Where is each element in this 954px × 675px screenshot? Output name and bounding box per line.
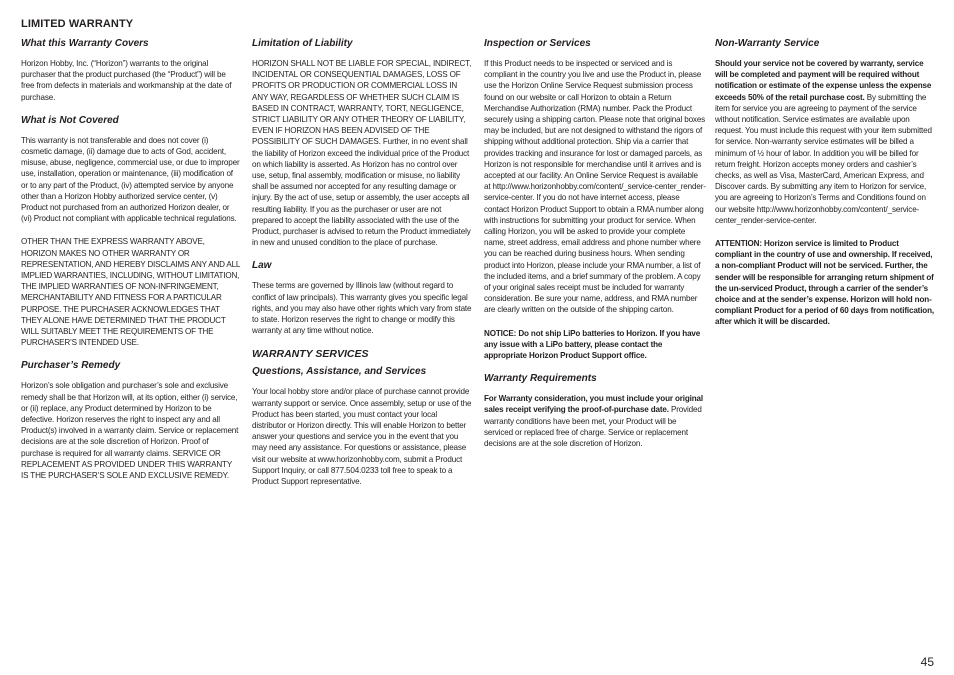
section-heading-warranty-services: WARRANTY SERVICES — [252, 348, 369, 361]
attention-notice: ATTENTION: Horizon service is limited to Product compliant in the country of use and ownership. If received, a non-compliant Product will not be serviced. Further, the sender will be responsible for arranging return shipment of the un-serviced Product, through a carrier of the sender’s choice and at the sender’s expense. Horizon will hold non-compliant Product for a period of 60 days from notification, after which it will be discarded. — [715, 239, 934, 327]
section-text-questions-assistance: Your local hobby store and/or place of purchase cannot provide warranty support or service. Once assembly, setup or use of the Product has been started, you must contact your local distributor or Horizon directly. This will enable Horizon to better answer your questions and service you in the event that you may need any assistance. For questions or assistance, please visit our website at www.horizonhobby.com, submit a Product Support Inquiry, or call 877.504.0233 toll free to speak to a Product Support representative. — [252, 387, 472, 487]
section-title-warranty-requirements: Warranty Requirements — [484, 373, 597, 385]
non-warranty-body: By submitting the item for service you are agreeing to payment of the service without notification. Service estimates are available upon request. You must include this request with your item submitted for service. Non-warranty service estimates will be billed a minimum of ½ hour of labor. In addition you will be billed for return freight. Horizon accepts money orders and cashier’s checks, as well as Visa, MasterCard, American Express, and Discover cards. By submitting any item to Horizon for service, you are agreeing to Horizon’s Terms and Conditions found on our website http://www.horizonhobby.com/content/_service-center_render-service-center. — [715, 92, 932, 225]
section-title-non-warranty-service: Non-Warranty Service — [715, 38, 820, 49]
section-title-warranty-covers: What this Warranty Covers — [21, 38, 149, 49]
section-text-law: These terms are governed by Illinois law (without regard to conflict of law principals). This warranty gives you specific legal rights, and you may also have other rights which vary from state to state. Horizon reserves the right to change or modify this warranty at any time without notice. — [252, 281, 472, 336]
section-title-limitation-of-liability: Limitation of Liability — [252, 38, 353, 49]
section-title-questions-assistance: Questions, Assistance, and Services — [252, 366, 427, 378]
warranty-requirements-bold: For Warranty consideration, you must include your original sales receipt verifying the proof-of-purchase date. — [484, 394, 704, 415]
section-title-inspection-services: Inspection or Services — [484, 38, 591, 49]
section-text-warranty-covers: Horizon Hobby, Inc. (“Horizon”) warrants to the original purchaser that the product purchased (the “Product”) will be free from defects in materials and workmanship at the date of purchase. — [21, 59, 232, 102]
warranty-requirements-body: Provided warranty conditions have been met, your Product will be serviced or replaced free of charge. Service or replacement decisions are at the sole discretion of Horizon. — [484, 405, 702, 449]
section-text-disclaimer: OTHER THAN THE EXPRESS WARRANTY ABOVE, HORIZON MAKES NO OTHER WARRANTY OR REPRESENTATION, AND HEREBY DISCLAIMS ANY AND ALL IMPLIED WARRANTIES, INCLUDING, WITHOUT LIMITATION, THE IMPLIED WARRANTIES OF NON-INFRINGEMENT, MERCHANTABILITY AND FITNESS FOR A PARTICULAR PURPOSE. THE PURCHASER ACKNOWLEDGES THAT THEY ALONE HAVE DETERMINED THAT THE PRODUCT WILL SUITABLY MEET THE REQUIREMENTS OF THE PURCHASER’S INTENDED USE. — [21, 237, 240, 348]
section-text-non-warranty-service — [715, 58, 937, 226]
section-title-not-covered: What is Not Covered — [21, 114, 119, 126]
section-text-not-covered: This warranty is not transferable and does not cover (i) cosmetic damage, (ii) damage due to acts of God, accident, misuse, abuse, negligence, commercial use, or due to improper use, installation, operation or maintenance, (iii) modification of or to any part of the Product, (iv) attempted service by anyone other than a Horizon Hobby authorized service center, (v) Product not purchased from an authorized Horizon dealer, or (vi) Product not compliant with applicable technical regulations. — [21, 135, 240, 224]
page-number: 45 — [920, 655, 934, 669]
column-2 — [252, 38, 472, 499]
section-text-purchasers-remedy: Horizon’s sole obligation and purchaser’s sole and exclusive remedy shall be that Horizon will, at its option, either (i) service, or (ii) replace, any Product determined by Horizon to be defective. Horizon reserves the right to inspect any and all Product(s) involved in a warranty claim. Service or replacement decisions are at the sole discretion of Horizon. Proof of purchase is required for all warranty claims. SERVICE OR REPLACEMENT AS PROVIDED UNDER THIS WARRANTY IS THE PURCHASER’S SOLE AND EXCLUSIVE REMEDY. — [21, 381, 239, 481]
notice-lipo: NOTICE: Do not ship LiPo batteries to Horizon. If you have any issue with a LiPo battery, please contact the appropriate Horizon Product Support office. — [484, 328, 701, 361]
column-3 — [484, 38, 706, 461]
liability-caps-text: HORIZON SHALL NOT BE LIABLE FOR SPECIAL, INDIRECT, INCIDENTAL OR CONSEQUENTIAL DAMAGES, LOSS OF PROFITS OR PRODUCTION OR COMMERCIAL LOSS IN ANY WAY, REGARDLESS OF WHETHER SUCH CLAIM IS BASED IN CONTRACT, WARRANTY, TORT, NEGLIGENCE, STRICT LIABILITY OR ANY OTHER THEORY OF LIABILITY, EVEN IF HORIZON HAS BEEN ADVISED OF THE POSSIBILITY OF SUCH DAMAGES. — [252, 59, 472, 147]
liability-body-text: Further, in no event shall the liability of Horizon exceed the individual price of the Product on which liability is asserted. As Horizon has no control over use, setup, final assembly, modification or misuse, no liability shall be assumed nor accepted for any resulting damage or injury. By the act of use, setup or assembly, the user accepts all resulting liability. If you as the purchaser or user are not prepared to accept the liability associated with the use of the Product, purchaser is advised to return the Product immediately in new and unused condition to the place of purchase. — [252, 137, 471, 248]
page-heading: LIMITED WARRANTY — [21, 18, 134, 30]
section-text-warranty-requirements — [484, 393, 706, 449]
section-text-limitation-of-liability — [252, 58, 472, 248]
section-title-law: Law — [252, 260, 272, 272]
section-title-purchasers-remedy: Purchaser’s Remedy — [21, 360, 121, 372]
non-warranty-bold: Should your service not be covered by warranty, service will be completed and payment will be required without notification or estimate of the expense unless the expense exceeds 50% of the retail purchase cost. — [715, 59, 932, 102]
column-1 — [21, 38, 241, 493]
column-4 — [715, 38, 937, 340]
section-text-inspection-services: If this Product needs to be inspected or serviced and is compliant in the country you live and use the Product in, please use the Horizon Online Service Request submission process found on our website or call Horizon to obtain a Return Merchandise Authorization (RMA) number. Pack the Product securely using a shipping carton. Please note that original boxes may be included, but are not designed to withstand the rigors of shipping without additional protection. Ship via a carrier that provides tracking and insurance for lost or damaged parcels, as Horizon is not responsible for merchandise until it arrives and is accepted at our facility. An Online Service Request is available at http://www.horizonhobby.com/content/_service-center_render-service-center. If you do not have internet access, please contact Horizon Product Support to obtain a RMA number along with instructions for submitting your product for service. When calling Horizon, you will be asked to provide your complete name, street address, email address and phone number where you can be reached during business hours. When sending product into Horizon, please include your RMA number, a list of the included items, and a brief summary of the problem. A copy of your original sales receipt must be included for warranty consideration. Be sure your name, address, and RMA number are clearly written on the outside of the shipping carton. — [484, 59, 706, 315]
